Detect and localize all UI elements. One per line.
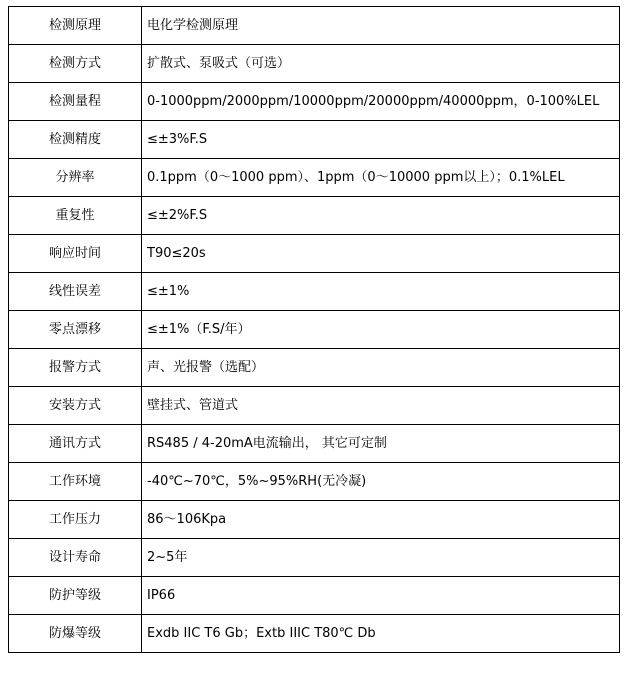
table-row [9, 501, 620, 539]
row-value: -40℃~70℃，5%~95%RH(无冷凝) [142, 463, 620, 501]
row-value: 2~5年 [142, 539, 620, 577]
row-label: 工作环境 [9, 463, 142, 501]
row-value: 声、光报警（选配） [142, 349, 620, 387]
row-label: 工作压力 [9, 501, 142, 539]
table-row [9, 425, 620, 463]
row-label: 报警方式 [9, 349, 142, 387]
row-value: 0.1ppm（0～1000 ppm）、1ppm（0～10000 ppm以上）；0.1%LEL [142, 159, 620, 197]
row-label: 防护等级 [9, 577, 142, 615]
row-label: 安装方式 [9, 387, 142, 425]
table-row [9, 387, 620, 425]
table-row [9, 539, 620, 577]
table-row [9, 311, 620, 349]
row-label: 响应时间 [9, 235, 142, 273]
row-label: 零点漂移 [9, 311, 142, 349]
row-value: 壁挂式、管道式 [142, 387, 620, 425]
table-row [9, 7, 620, 45]
row-label: 防爆等级 [9, 615, 142, 653]
row-label: 线性误差 [9, 273, 142, 311]
row-label: 检测量程 [9, 83, 142, 121]
row-label: 检测方式 [9, 45, 142, 83]
row-value: Exdb IIC T6 Gb；Extb IIIC T80℃ Db [142, 615, 620, 653]
row-value: 扩散式、泵吸式（可选） [142, 45, 620, 83]
table-row [9, 83, 620, 121]
row-value: ≤±1% [142, 273, 620, 311]
row-label: 分辨率 [9, 159, 142, 197]
table-row [9, 45, 620, 83]
row-label: 设计寿命 [9, 539, 142, 577]
row-value: ≤±3%F.S [142, 121, 620, 159]
row-value: ≤±1%（F.S/年） [142, 311, 620, 349]
row-value: IP66 [142, 577, 620, 615]
row-value: T90≤20s [142, 235, 620, 273]
table-row [9, 197, 620, 235]
table-row [9, 273, 620, 311]
row-value: 0-1000ppm/2000ppm/10000ppm/20000ppm/40000ppm，0-100%LEL [142, 83, 620, 121]
table-row [9, 577, 620, 615]
row-label: 通讯方式 [9, 425, 142, 463]
table-row [9, 121, 620, 159]
table-row [9, 615, 620, 653]
table-row [9, 159, 620, 197]
row-label: 检测精度 [9, 121, 142, 159]
row-label: 检测原理 [9, 7, 142, 45]
table-row [9, 349, 620, 387]
spec-table [8, 6, 620, 653]
table-row [9, 235, 620, 273]
row-value: 电化学检测原理 [142, 7, 620, 45]
spec-table-body [9, 7, 620, 653]
row-value: 86～106Kpa [142, 501, 620, 539]
row-label: 重复性 [9, 197, 142, 235]
row-value: ≤±2%F.S [142, 197, 620, 235]
row-value: RS485 / 4-20mA电流输出， 其它可定制 [142, 425, 620, 463]
table-row [9, 463, 620, 501]
